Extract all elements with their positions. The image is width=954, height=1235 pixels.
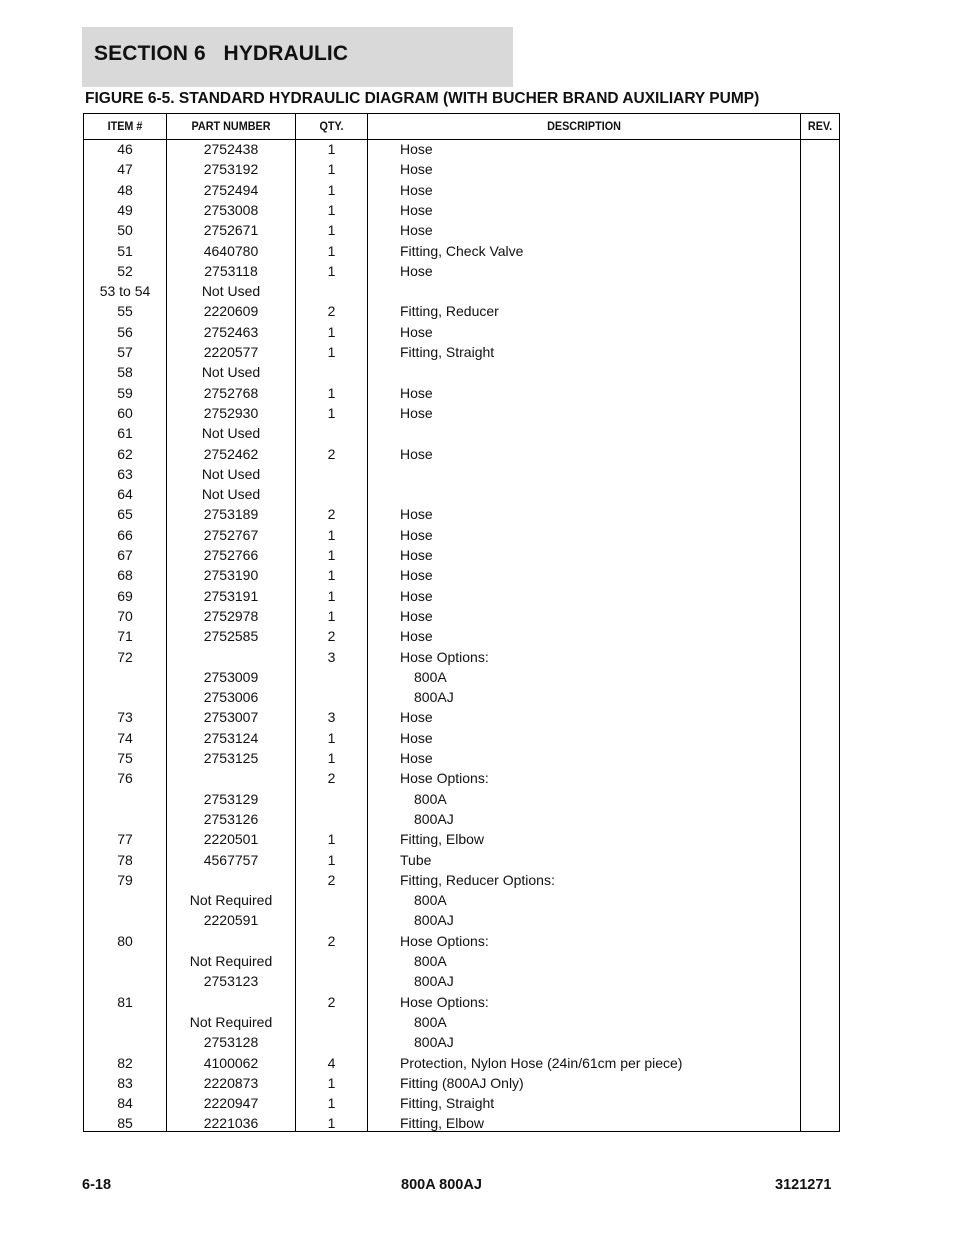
description-cell: Fitting, Straight (400, 1095, 495, 1112)
table-row (84, 180, 839, 200)
table-row (84, 728, 839, 748)
table-row (84, 1053, 839, 1073)
model-name: 800A 800AJ (401, 1177, 482, 1193)
quantity-cell: 1 (327, 242, 336, 259)
description-cell: Hose (400, 323, 433, 340)
quantity-cell: 1 (327, 141, 336, 157)
item-number-cell: 74 (117, 729, 133, 746)
item-number-cell: 63 (117, 465, 133, 482)
item-number-cell: 61 (117, 425, 133, 442)
quantity-cell: 1 (327, 526, 336, 543)
column-header-qty: QTY. (319, 119, 344, 133)
item-number-cell: 62 (117, 445, 133, 462)
item-number-cell: 73 (117, 709, 133, 726)
description-cell: Hose (400, 709, 433, 726)
item-number-cell: 80 (117, 932, 133, 949)
table-row (84, 951, 839, 971)
parts-table (83, 113, 840, 1132)
quantity-cell: 1 (327, 547, 336, 563)
table-row (84, 1073, 839, 1093)
table-row (84, 789, 839, 809)
table-row (84, 362, 839, 382)
description-cell: Fitting, Elbow (400, 1115, 485, 1132)
table-row (84, 687, 839, 707)
table-row (84, 1012, 839, 1032)
description-cell: 800A (414, 892, 447, 909)
item-number-cell: 79 (117, 871, 133, 888)
description-cell: Hose (400, 201, 433, 218)
table-row (84, 971, 839, 991)
part-number-cell: 2752462 (203, 445, 259, 462)
table-row (84, 423, 839, 443)
quantity-cell: 2 (327, 993, 336, 1010)
table-row (84, 159, 839, 179)
description-cell: 800AJ (414, 973, 454, 990)
description-cell: Hose (400, 567, 433, 584)
description-cell: Hose (400, 222, 433, 239)
section-title: SECTION 6 HYDRAULIC (94, 42, 349, 65)
description-cell: Hose (400, 547, 433, 563)
table-row (84, 647, 839, 667)
part-number-cell: 2753126 (203, 810, 259, 827)
table-row (84, 1032, 839, 1052)
table-row (84, 484, 839, 504)
description-cell: Hose (400, 262, 433, 279)
description-cell: Hose Options: (400, 993, 489, 1010)
table-row (84, 565, 839, 585)
part-number-cell: Not Used (201, 425, 261, 442)
description-cell: Hose (400, 607, 433, 624)
table-row (84, 606, 839, 626)
part-number-cell: 2753125 (203, 750, 259, 766)
description-cell: Fitting, Reducer (400, 303, 499, 320)
description-cell: Hose Options: (400, 770, 489, 787)
quantity-cell: 1 (327, 344, 336, 360)
table-row (84, 545, 839, 565)
part-number-cell: Not Used (201, 283, 261, 300)
page-number: 6-18 (82, 1177, 112, 1193)
quantity-cell: 2 (327, 932, 336, 949)
part-number-cell: 2753123 (203, 973, 259, 990)
description-cell: Hose (400, 628, 433, 645)
description-cell: Hose (400, 526, 433, 543)
item-number-cell: 85 (117, 1115, 133, 1132)
part-number-cell: 2753192 (203, 161, 259, 178)
table-row (84, 586, 839, 606)
item-number-cell: 83 (117, 1074, 133, 1091)
description-cell: Hose (400, 750, 433, 766)
quantity-cell: 1 (327, 567, 336, 584)
item-number-cell: 65 (117, 506, 133, 523)
item-number-cell: 57 (117, 344, 133, 360)
part-number-cell: 2753008 (203, 201, 259, 218)
table-row (84, 504, 839, 524)
quantity-cell: 2 (327, 871, 336, 888)
quantity-cell: 2 (327, 628, 336, 645)
description-cell: Hose (400, 161, 433, 178)
part-number-cell: 2752585 (203, 628, 259, 645)
table-row (84, 829, 839, 849)
part-number-cell: 2220609 (203, 303, 259, 320)
part-number-cell: 2752978 (203, 607, 259, 624)
part-number-cell: 2753189 (203, 506, 259, 523)
quantity-cell: 1 (327, 222, 336, 239)
part-number-cell: 2752494 (203, 181, 259, 198)
description-cell: 800A (414, 790, 447, 807)
item-number-cell: 55 (117, 303, 133, 320)
table-row (84, 261, 839, 281)
quantity-cell: 1 (327, 587, 336, 604)
description-cell: 800AJ (414, 810, 454, 827)
part-number-cell: Not Used (201, 465, 261, 482)
table-row (84, 403, 839, 423)
item-number-cell: 76 (117, 770, 133, 787)
table-row (84, 931, 839, 951)
part-number-cell: Not Required (189, 953, 273, 969)
table-row (84, 626, 839, 646)
description-cell: 800AJ (414, 689, 454, 706)
part-number-cell: 2753190 (203, 567, 259, 584)
description-cell: Hose (400, 729, 433, 746)
item-number-cell: 58 (117, 364, 133, 381)
item-number-cell: 52 (117, 262, 133, 279)
item-number-cell: 75 (117, 750, 133, 766)
description-cell: Hose (400, 141, 433, 157)
part-number-cell: 2753118 (204, 262, 258, 279)
figure-title: FIGURE 6-5. STANDARD HYDRAULIC DIAGRAM (WITH BUCHER BRAND AUXILIARY PUMP) (85, 90, 760, 107)
description-cell: Hose (400, 404, 433, 421)
column-header-rev: REV. (807, 119, 833, 133)
item-number-cell: 82 (117, 1054, 133, 1071)
description-cell: 800A (414, 668, 447, 685)
column-header-part-number: PART NUMBER (191, 119, 271, 133)
item-number-cell: 71 (117, 628, 133, 645)
item-number-cell: 49 (117, 201, 133, 218)
table-row (84, 139, 839, 159)
table-row (84, 383, 839, 403)
item-number-cell: 59 (117, 384, 133, 401)
quantity-cell: 1 (327, 750, 336, 766)
table-row (84, 707, 839, 727)
table-row (84, 1113, 839, 1133)
table-row (84, 667, 839, 687)
item-number-cell: 46 (117, 141, 133, 157)
part-number-cell: 2753009 (203, 668, 259, 685)
table-row (84, 809, 839, 829)
quantity-cell: 1 (327, 607, 336, 624)
column-header-description: DESCRIPTION (547, 119, 621, 133)
table-row (84, 890, 839, 910)
item-number-cell: 60 (117, 404, 133, 421)
quantity-cell: 2 (327, 770, 336, 787)
quantity-cell: 1 (327, 161, 336, 178)
item-number-cell: 84 (117, 1095, 133, 1112)
description-cell: Hose (400, 445, 433, 462)
item-number-cell: 56 (117, 323, 133, 340)
part-number-cell: 2220501 (203, 831, 259, 848)
item-number-cell: 48 (117, 181, 133, 198)
part-number-cell: 2753006 (203, 689, 259, 706)
document-number: 3121271 (775, 1177, 832, 1193)
part-number-cell: 2221036 (203, 1115, 259, 1132)
part-number-cell: 2753007 (203, 709, 259, 726)
quantity-cell: 1 (327, 851, 336, 868)
table-row (84, 241, 839, 261)
part-number-cell: Not Required (189, 1013, 273, 1030)
item-number-cell: 66 (117, 526, 133, 543)
table-row (84, 748, 839, 768)
item-number-cell: 81 (117, 993, 133, 1010)
part-number-cell: Not Used (201, 486, 261, 503)
quantity-cell: 2 (327, 506, 336, 523)
quantity-cell: 1 (327, 404, 336, 421)
part-number-cell: 2220591 (203, 912, 259, 929)
description-cell: 800AJ (414, 1034, 454, 1051)
table-row (84, 322, 839, 342)
quantity-cell: 1 (327, 1074, 336, 1091)
description-cell: Tube (400, 851, 432, 868)
table-row (84, 768, 839, 788)
quantity-cell: 1 (327, 181, 336, 198)
description-cell: 800AJ (414, 912, 454, 929)
table-row (84, 910, 839, 930)
item-number-cell: 68 (117, 567, 133, 584)
part-number-cell: 2752463 (203, 323, 259, 340)
table-row (84, 525, 839, 545)
part-number-cell: 2753129 (203, 790, 259, 807)
part-number-cell: 2752768 (203, 384, 259, 401)
description-cell: Fitting, Check Valve (400, 242, 524, 259)
description-cell: Hose (400, 587, 433, 604)
part-number-cell: 2752766 (203, 547, 259, 563)
part-number-cell: 2752671 (203, 222, 259, 239)
item-number-cell: 70 (117, 607, 133, 624)
part-number-cell: 2752438 (203, 141, 259, 157)
description-cell: Fitting, Reducer Options: (400, 871, 555, 888)
quantity-cell: 1 (327, 201, 336, 218)
item-number-cell: 78 (117, 851, 133, 868)
part-number-cell: 2752930 (203, 404, 259, 421)
table-row (84, 464, 839, 484)
description-cell: Protection, Nylon Hose (24in/61cm per piece) (400, 1054, 683, 1071)
quantity-cell: 1 (327, 384, 336, 401)
description-cell: Hose (400, 384, 433, 401)
part-number-cell: 2753124 (203, 729, 259, 746)
table-row (84, 281, 839, 301)
table-row (84, 444, 839, 464)
item-number-cell: 64 (117, 486, 133, 503)
quantity-cell: 2 (327, 303, 336, 320)
column-header-item: ITEM # (107, 119, 143, 133)
part-number-cell: 4100062 (203, 1054, 259, 1071)
quantity-cell: 1 (327, 1115, 336, 1132)
description-cell: Fitting, Elbow (400, 831, 485, 848)
section-header (82, 27, 513, 87)
item-number-cell: 67 (117, 547, 133, 563)
description-cell: Hose (400, 506, 433, 523)
table-row (84, 342, 839, 362)
table-row (84, 870, 839, 890)
part-number-cell: 2220947 (203, 1095, 259, 1112)
table-row (84, 200, 839, 220)
description-cell: Hose Options: (400, 932, 489, 949)
part-number-cell: Not Used (201, 364, 261, 381)
quantity-cell: 4 (327, 1054, 336, 1071)
item-number-cell: 69 (117, 587, 133, 604)
part-number-cell: 2220577 (203, 344, 259, 360)
item-number-cell: 51 (117, 242, 133, 259)
item-number-cell: 47 (117, 161, 133, 178)
part-number-cell: 4567757 (203, 851, 259, 868)
item-number-cell: 53 to 54 (99, 283, 151, 300)
part-number-cell: 2753128 (203, 1034, 259, 1051)
table-row (84, 220, 839, 240)
table-row (84, 1093, 839, 1113)
description-cell: Fitting, Straight (400, 344, 495, 360)
quantity-cell: 2 (327, 445, 336, 462)
item-number-cell: 50 (117, 222, 133, 239)
part-number-cell: 2752767 (203, 526, 259, 543)
quantity-cell: 1 (327, 323, 336, 340)
description-cell: Hose Options: (400, 648, 489, 665)
description-cell: Fitting (800AJ Only) (400, 1074, 524, 1091)
table-row (84, 301, 839, 321)
quantity-cell: 1 (327, 729, 336, 746)
quantity-cell: 3 (327, 648, 336, 665)
item-number-cell: 77 (117, 831, 133, 848)
part-number-cell: 4640780 (203, 242, 259, 259)
item-number-cell: 72 (117, 648, 133, 665)
table-row (84, 850, 839, 870)
description-cell: 800A (414, 1013, 447, 1030)
description-cell: Hose (400, 181, 433, 198)
part-number-cell: 2753191 (203, 587, 259, 604)
part-number-cell: Not Required (189, 892, 273, 909)
quantity-cell: 1 (327, 831, 336, 848)
quantity-cell: 1 (327, 262, 336, 279)
description-cell: 800A (414, 953, 447, 969)
part-number-cell: 2220873 (203, 1074, 259, 1091)
quantity-cell: 1 (327, 1095, 336, 1112)
quantity-cell: 3 (327, 709, 336, 726)
table-row (84, 992, 839, 1012)
